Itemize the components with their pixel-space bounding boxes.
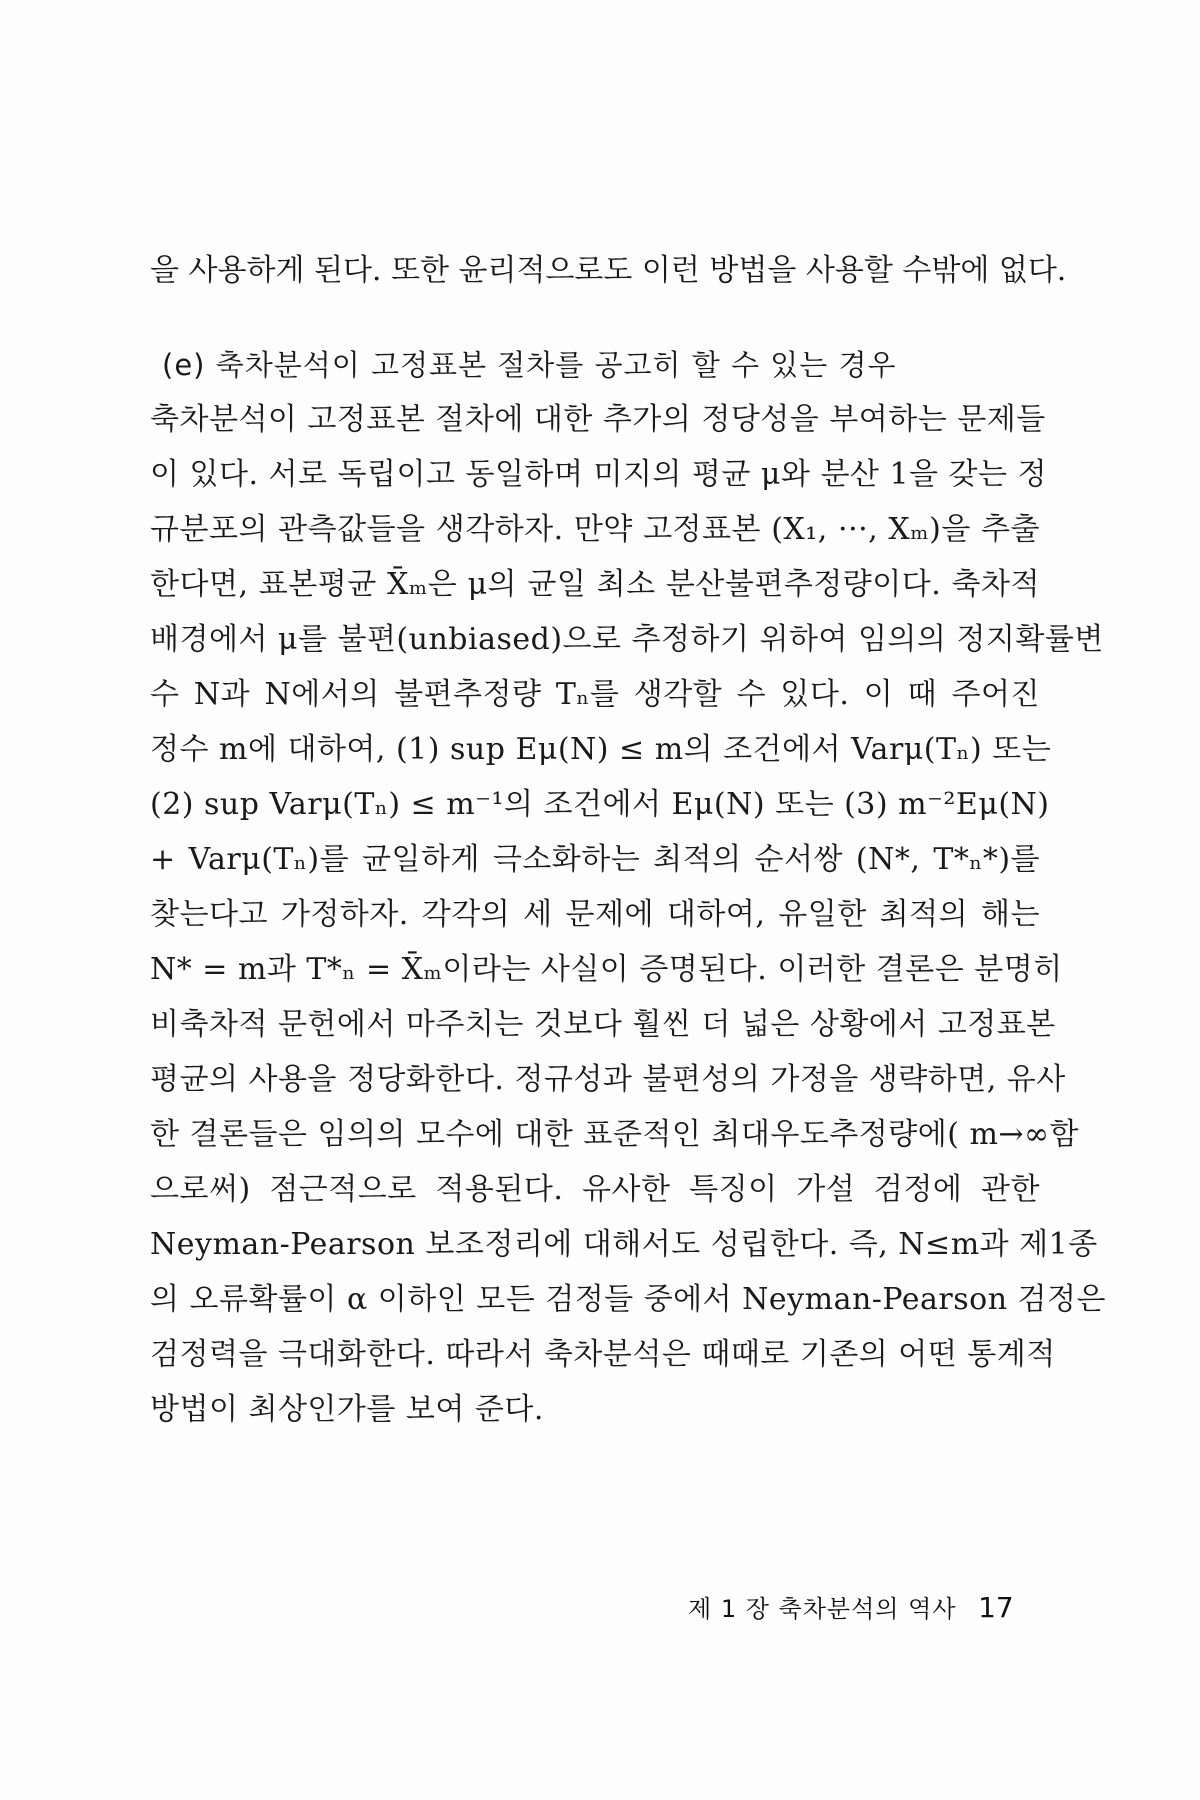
paragraph-line: (2) sup Varμ(Tₙ) ≤ m⁻¹의 조건에서 Eμ(N) 또는 (3) m⁻²Eμ(N) — [150, 787, 1050, 822]
paragraph-line: 수 N과 N에서의 불편추정량 Tₙ를 생각할 수 있다. 이 때 주어진 — [150, 677, 1040, 712]
paragraph-line: 평균의 사용을 정당화한다. 정규성과 불편성의 가정을 생략하면, 유사 — [150, 1062, 1066, 1097]
continued-text-line: 을 사용하게 된다. 또한 윤리적으로도 이런 방법을 사용할 수밖에 없다. — [150, 253, 1067, 288]
paragraph-line: 한 결론들은 임의의 모수에 대한 표준적인 최대우도추정량에( m→∞함 — [150, 1117, 1080, 1152]
section-heading: (e) 축차분석이 고정표본 절차를 공고히 할 수 있는 경우 — [162, 348, 897, 382]
paragraph-line: 검정력을 극대화한다. 따라서 축차분석은 때때로 기존의 어떤 통계적 — [150, 1337, 1056, 1372]
paragraph-line: + Varμ(Tₙ)를 균일하게 극소화하는 최적의 순서쌍 (N*, T*ₙ*)를 — [150, 842, 1040, 877]
page-footer — [688, 1588, 1014, 1629]
paragraph-line: 으로써) 점근적으로 적용된다. 유사한 특징이 가설 검정에 관한 — [150, 1172, 1040, 1207]
paragraph-line: N* = m과 T*ₙ = X̄ₘ이라는 사실이 증명된다. 이러한 결론은 분명히 — [150, 952, 1063, 987]
paragraph-line: 비축차적 문헌에서 마주치는 것보다 훨씬 더 넓은 상황에서 고정표본 — [150, 1007, 1056, 1042]
paragraph-line: 한다면, 표본평균 X̄ₘ은 μ의 균일 최소 분산불편추정량이다. 축차적 — [150, 567, 1040, 602]
paragraph-line: 찾는다고 가정하자. 각각의 세 문제에 대하여, 유일한 최적의 해는 — [150, 897, 1040, 932]
paragraph-line: 방법이 최상인가를 보여 준다. — [150, 1392, 544, 1427]
chapter-title: 제 1 장 축차분석의 역사 — [688, 1595, 957, 1623]
paragraph-line: 규분포의 관측값들을 생각하자. 만약 고정표본 (X₁, ···, Xₘ)을 추출 — [150, 512, 1040, 547]
body-paragraph — [150, 395, 1106, 1440]
paragraph-line: 의 오류확률이 α 이하인 모든 검정들 중에서 Neyman-Pearson 검정은 — [150, 1282, 1106, 1317]
page-number: 17 — [978, 1591, 1014, 1624]
paragraph-line: 이 있다. 서로 독립이고 동일하며 미지의 평균 μ와 분산 1을 갖는 정 — [150, 457, 1048, 492]
paragraph-line: 배경에서 μ를 불편(unbiased)으로 추정하기 위하여 임의의 정지확률변 — [150, 622, 1104, 657]
paragraph-line: 축차분석이 고정표본 절차에 대한 추가의 정당성을 부여하는 문제들 — [150, 402, 1046, 437]
paragraph-line: 정수 m에 대하여, (1) sup Eμ(N) ≤ m의 조건에서 Varμ(Tₙ) 또는 — [150, 732, 1052, 767]
paragraph-line: Neyman-Pearson 보조정리에 대해서도 성립한다. 즉, N≤m과 제1종 — [150, 1227, 1098, 1262]
